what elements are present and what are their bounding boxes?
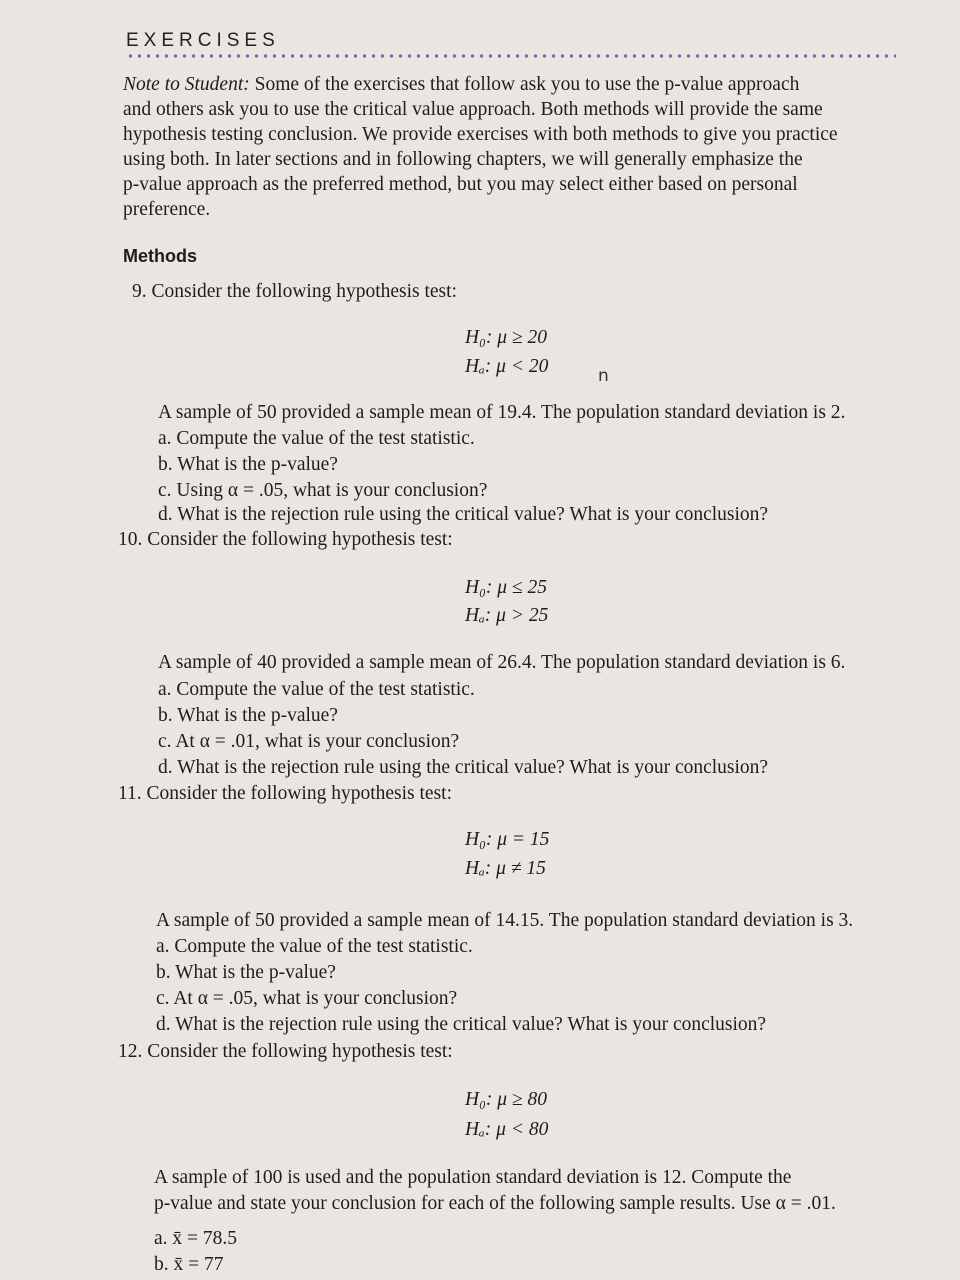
exercise-part: b. What is the p-value? [156,962,336,983]
exercise-sample: A sample of 50 provided a sample mean of 14.15. The population standard deviation is 3. [156,910,854,931]
exercise-intro: Consider the following hypothesis test: [146,783,453,804]
exercise-sample: A sample of 50 provided a sample mean of 19.4. The population standard deviation is 2. [158,402,846,423]
exercise-11-intro [118,783,452,805]
methods-heading: Methods [123,246,197,266]
null-hypothesis: H₀: μ ≤ 25 [465,577,547,598]
exercise-part: a. Compute the value of the test statistic. [158,679,475,700]
exercise-number: 12. [118,1041,143,1062]
exercise-10-intro [118,529,453,551]
dotted-rule [126,54,896,58]
exercise-number: 11. [118,783,142,804]
alternative-hypothesis: Hₐ: μ > 25 [465,605,549,626]
exercise-sample: A sample of 40 provided a sample mean of 26.4. The population standard deviation is 6. [158,652,846,673]
alternative-hypothesis: Hₐ: μ ≠ 15 [465,858,546,879]
exercise-intro: Consider the following hypothesis test: [147,529,453,550]
exercise-12-intro [118,1041,453,1063]
exercise-part: b. x̄ = 77 [154,1254,224,1275]
note-lead: Note to Student: [123,74,250,95]
exercise-part: d. What is the rejection rule using the critical value? What is your conclusion? [158,757,769,778]
exercise-part: a. x̄ = 78.5 [154,1228,238,1249]
note-line: preference. [123,199,211,220]
exercise-number: 9. [132,281,147,302]
exercise-sample: A sample of 100 is used and the population standard deviation is 12. Compute the [154,1167,792,1188]
exercise-intro: Consider the following hypothesis test: [147,1041,453,1062]
null-hypothesis: H₀: μ = 15 [465,829,550,850]
exercise-part: d. What is the rejection rule using the critical value? What is your conclusion? [158,504,769,525]
note-line: Some of the exercises that follow ask you to use the p-value approach [249,74,800,95]
exercise-sample: p-value and state your conclusion for each of the following sample results. Use α = .01. [154,1193,836,1214]
exercises-heading: EXERCISES [126,30,280,51]
exercise-part: c. Using α = .05, what is your conclusion? [158,480,488,501]
alternative-hypothesis: Hₐ: μ < 80 [465,1119,549,1140]
note-line: and others ask you to use the critical value approach. Both methods will provide the same [123,99,823,120]
exercise-part: a. Compute the value of the test statistic. [156,936,473,957]
exercise-part: c. At α = .05, what is your conclusion? [156,988,458,1009]
note-line: p-value approach as the preferred method, but you may select either based on personal [123,174,798,195]
exercise-part: d. What is the rejection rule using the critical value? What is your conclusion? [156,1014,767,1035]
exercise-part: c. At α = .01, what is your conclusion? [158,731,460,752]
null-hypothesis: H₀: μ ≥ 80 [465,1089,547,1110]
note-line: using both. In later sections and in following chapters, we will generally emphasize the [123,149,803,170]
note-line: hypothesis testing conclusion. We provide exercises with both methods to give you practice [123,124,838,145]
exercise-number: 10. [118,529,143,550]
note-to-student [123,72,893,222]
exercise-9-intro [132,281,457,303]
handwritten-annotation: n [598,366,609,386]
exercise-part: b. What is the p-value? [158,705,338,726]
exercise-part: b. What is the p-value? [158,454,338,475]
exercise-intro: Consider the following hypothesis test: [151,281,457,302]
alternative-hypothesis: Hₐ: μ < 20 [465,356,549,377]
null-hypothesis: H₀: μ ≥ 20 [465,327,547,348]
exercise-part: a. Compute the value of the test statistic. [158,428,475,449]
